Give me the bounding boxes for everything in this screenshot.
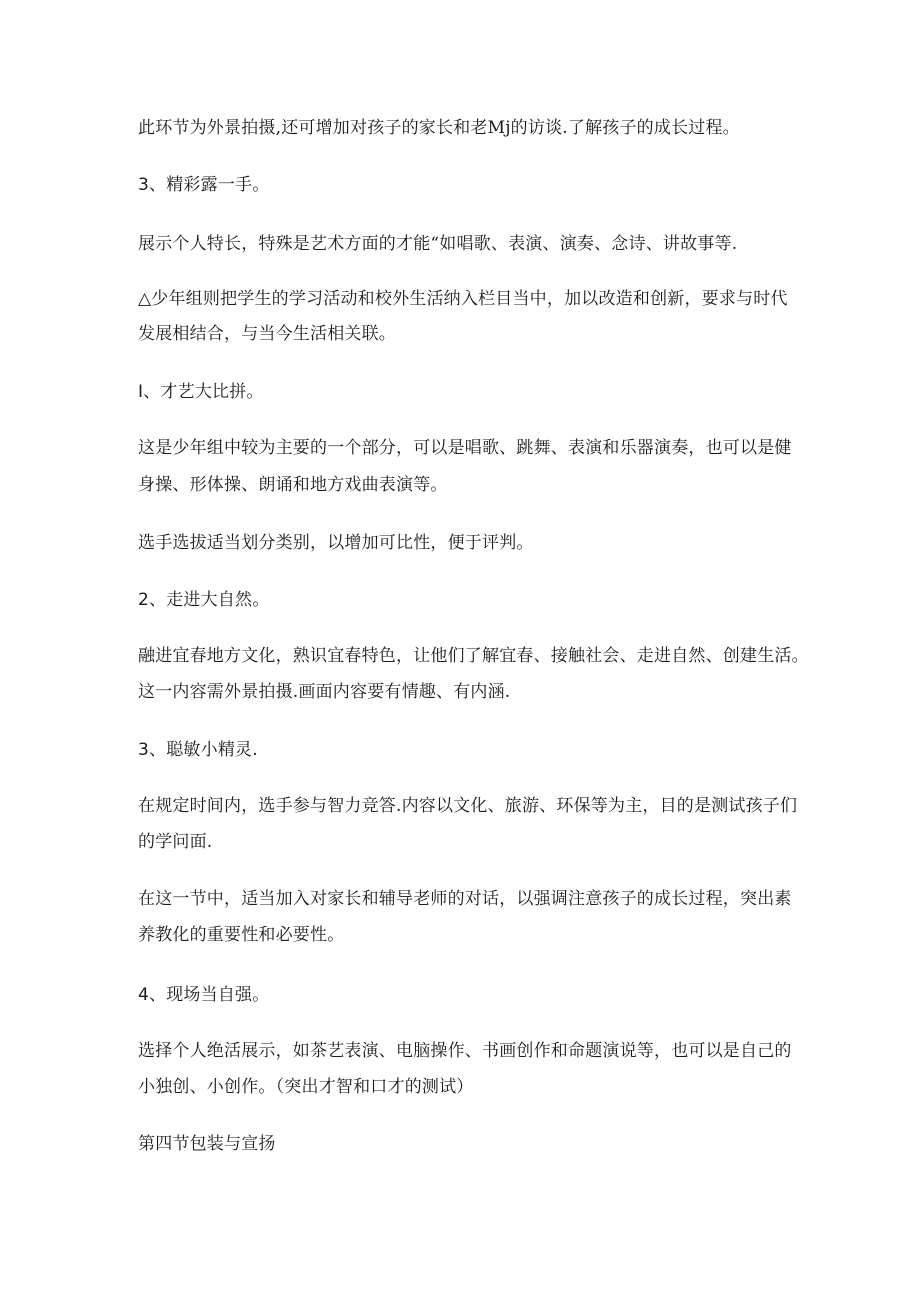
paragraph-line: 选择个人绝活展示，如茶艺表演、电脑操作、书画创作和命题演说等，也可以是自己的: [138, 1041, 792, 1061]
section-heading: 3、精彩露一手。: [138, 175, 270, 195]
section-heading: I、才艺大比拼。: [138, 382, 264, 402]
section-heading: 3、聪敏小精灵.: [138, 740, 258, 760]
paragraph-line: △少年组则把学生的学习活动和校外生活纳入栏目当中，加以改造和创新，要求与时代: [138, 289, 788, 309]
paragraph-line: 养教化的重要性和必要性。: [138, 925, 345, 945]
section-heading: 2、走进大自然。: [138, 590, 270, 610]
paragraph-line: 小独创、小创作。（突出才智和口才的测试）: [138, 1077, 474, 1097]
paragraph-line: 发展相结合，与当今生活相关联。: [138, 324, 396, 344]
paragraph-line: 的学问面.: [138, 832, 213, 852]
paragraph-line: 身操、形体操、朗诵和地方戏曲表演等。: [138, 475, 448, 495]
paragraph-line: 在规定时间内，选手参与智力竞答.内容以文化、旅游、环保等为主，目的是测试孩子们: [138, 796, 798, 816]
paragraph-line: 在这一节中，适当加入对家长和辅导老师的对话，以强调注意孩子的成长过程，突出素: [138, 889, 792, 909]
paragraph-line: 融进宜春地方文化，熟识宜春特色，让他们了解宜春、接触社会、走进自然、创建生活。: [138, 646, 809, 666]
paragraph-line: 此环节为外景拍摄,还可增加对孩子的家长和老Mj的访谈.了解孩子的成长过程。: [138, 118, 740, 138]
paragraph-line: 选手选拔适当划分类别，以增加可比性，便于评判。: [138, 533, 534, 553]
paragraph-line: 这一内容需外景拍摄.画面内容要有情趣、有内涵.: [138, 682, 511, 702]
chapter-heading: 第四节包装与宣扬: [138, 1134, 276, 1154]
paragraph-line: 展示个人特长，特殊是艺术方面的才能“如唱歌、表演、演奏、念诗、讲故事等.: [138, 234, 738, 254]
paragraph-line: 这是少年组中较为主要的一个部分，可以是唱歌、跳舞、表演和乐器演奏，也可以是健: [138, 438, 792, 458]
section-heading: 4、现场当自强。: [138, 985, 270, 1005]
